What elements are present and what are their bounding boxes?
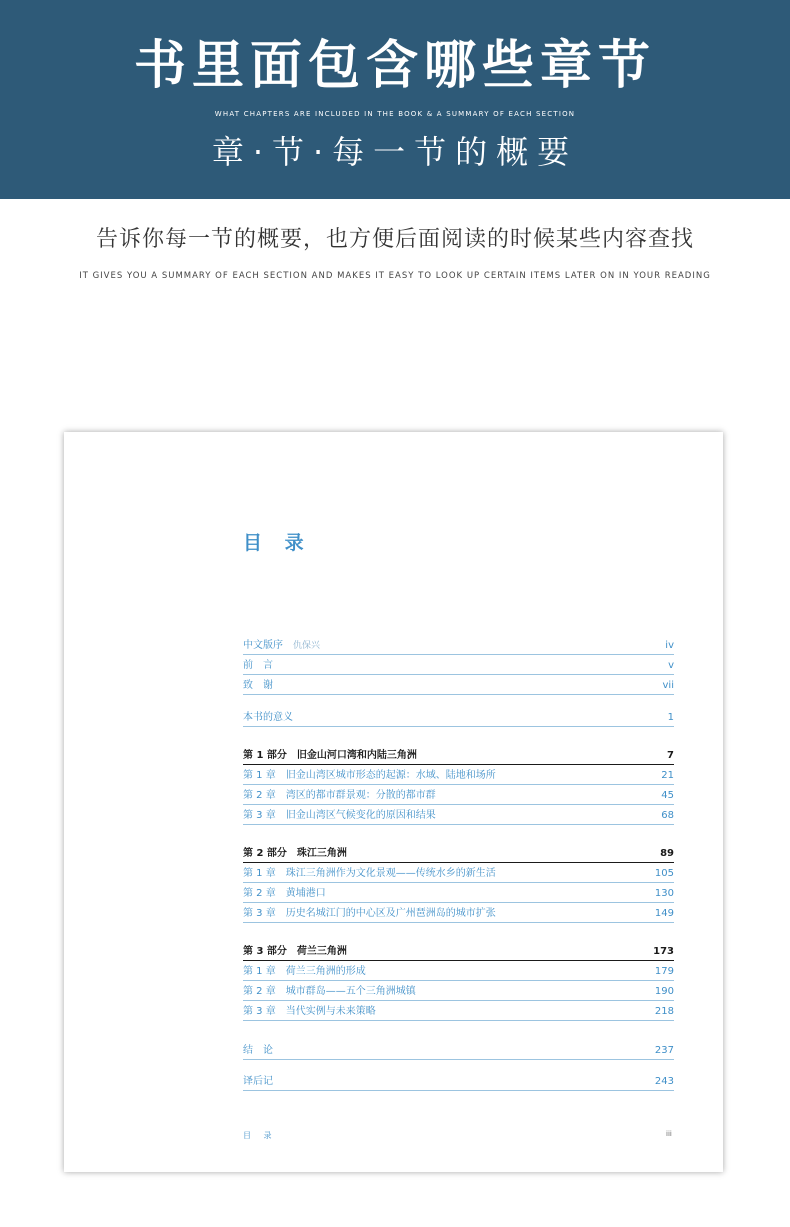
toc-entry-label: 本书的意义 bbox=[243, 712, 293, 723]
toc-entry-page: 179 bbox=[654, 966, 674, 977]
toc-entry-label: 第 1 章 旧金山湾区城市形态的起源：水域、陆地和场所 bbox=[243, 770, 496, 781]
toc-entry-label: 第 2 章 湾区的都市群景观：分散的都市群 bbox=[243, 790, 436, 801]
toc-entry bbox=[243, 964, 674, 981]
toc-entry-page: 130 bbox=[654, 888, 674, 899]
toc-entry bbox=[243, 808, 674, 825]
toc-entry-label: 第 3 章 历史名城江门的中心区及广州琶洲岛的城市扩张 bbox=[243, 908, 496, 919]
toc-entry bbox=[243, 710, 674, 727]
toc-entry bbox=[243, 1004, 674, 1021]
toc-entry bbox=[243, 886, 674, 903]
toc-entry bbox=[243, 1074, 674, 1091]
tagline-english: IT GIVES YOU A SUMMARY OF EACH SECTION AND MAKES IT EASY TO LOOK UP CERTAIN ITEMS LATER ON IN YOUR READING bbox=[79, 271, 711, 281]
toc-entry bbox=[243, 984, 674, 1001]
toc-entry-page: 190 bbox=[654, 986, 674, 997]
toc-part-heading bbox=[243, 846, 674, 863]
toc-entry bbox=[243, 768, 674, 785]
toc-entry-page: 173 bbox=[653, 946, 674, 957]
toc-entry-page: 1 bbox=[667, 712, 674, 723]
toc-part-heading bbox=[243, 944, 674, 961]
toc-entry-page: 68 bbox=[661, 810, 674, 821]
book-page-preview bbox=[64, 432, 723, 1172]
toc-entry bbox=[243, 658, 674, 675]
toc-entry-page: 45 bbox=[661, 790, 674, 801]
toc-entry-label: 第 2 章 城市群岛——五个三角洲城镇 bbox=[243, 986, 416, 997]
toc-entry-label: 第 1 章 荷兰三角洲的形成 bbox=[243, 966, 366, 977]
toc-entry-page: 218 bbox=[654, 1006, 674, 1017]
toc-entry-page: 21 bbox=[661, 770, 674, 781]
toc-title: 目 录 bbox=[243, 532, 312, 554]
toc-entry-page: 243 bbox=[654, 1076, 674, 1087]
toc-entry-page: 149 bbox=[654, 908, 674, 919]
banner-title: 书里面包含哪些章节 bbox=[133, 35, 656, 96]
toc-entry-label: 第 1 部分 旧金山河口湾和内陆三角洲 bbox=[243, 750, 417, 761]
toc-entry-label: 第 1 章 珠江三角洲作为文化景观——传统水乡的新生活 bbox=[243, 868, 496, 879]
toc-entry-label: 第 2 章 黄埔港口 bbox=[243, 888, 326, 899]
toc-entry-page: iv bbox=[665, 640, 674, 651]
toc-part-heading bbox=[243, 748, 674, 765]
toc-entry-author: 仇保兴 bbox=[293, 641, 321, 651]
page-number: iii bbox=[666, 1130, 672, 1138]
toc-entry-label: 结 论 bbox=[243, 1045, 273, 1056]
toc-entry-page: 89 bbox=[660, 848, 674, 859]
toc-entry-page: v bbox=[668, 660, 674, 671]
toc-entry-page: 105 bbox=[654, 868, 674, 879]
toc-entry-label: 第 3 部分 荷兰三角洲 bbox=[243, 946, 347, 957]
tagline: 告诉你每一节的概要，也方便后面阅读的时候某些内容查找 bbox=[95, 227, 694, 252]
toc-entry-label: 第 2 部分 珠江三角洲 bbox=[243, 848, 347, 859]
toc-entry-label: 第 3 章 旧金山湾区气候变化的原因和结果 bbox=[243, 810, 436, 821]
toc-entry-label: 中文版序 bbox=[243, 640, 283, 651]
toc-entry-label: 致 谢 bbox=[243, 680, 273, 691]
page-footer-label: 目 录 bbox=[243, 1131, 277, 1140]
toc-entry-label: 前 言 bbox=[243, 660, 273, 671]
toc-entry bbox=[243, 678, 674, 695]
toc-entry bbox=[243, 906, 674, 923]
toc-entry bbox=[243, 788, 674, 805]
header-banner bbox=[0, 0, 790, 199]
toc-entry-page: 7 bbox=[667, 750, 674, 761]
toc-entry-label: 译后记 bbox=[243, 1076, 273, 1087]
toc-entry-label: 第 3 章 当代实例与未来策略 bbox=[243, 1006, 376, 1017]
toc-entry bbox=[243, 866, 674, 883]
toc-entry bbox=[243, 1043, 674, 1060]
toc-entry bbox=[243, 638, 674, 655]
toc-entry-page: 237 bbox=[654, 1045, 674, 1056]
banner-subtitle: 章·节·每一节的概要 bbox=[211, 133, 579, 171]
toc-entry-page: vii bbox=[662, 680, 674, 691]
banner-subtitle-english: WHAT CHAPTERS ARE INCLUDED IN THE BOOK & A SUMMARY OF EACH SECTION bbox=[214, 110, 576, 118]
